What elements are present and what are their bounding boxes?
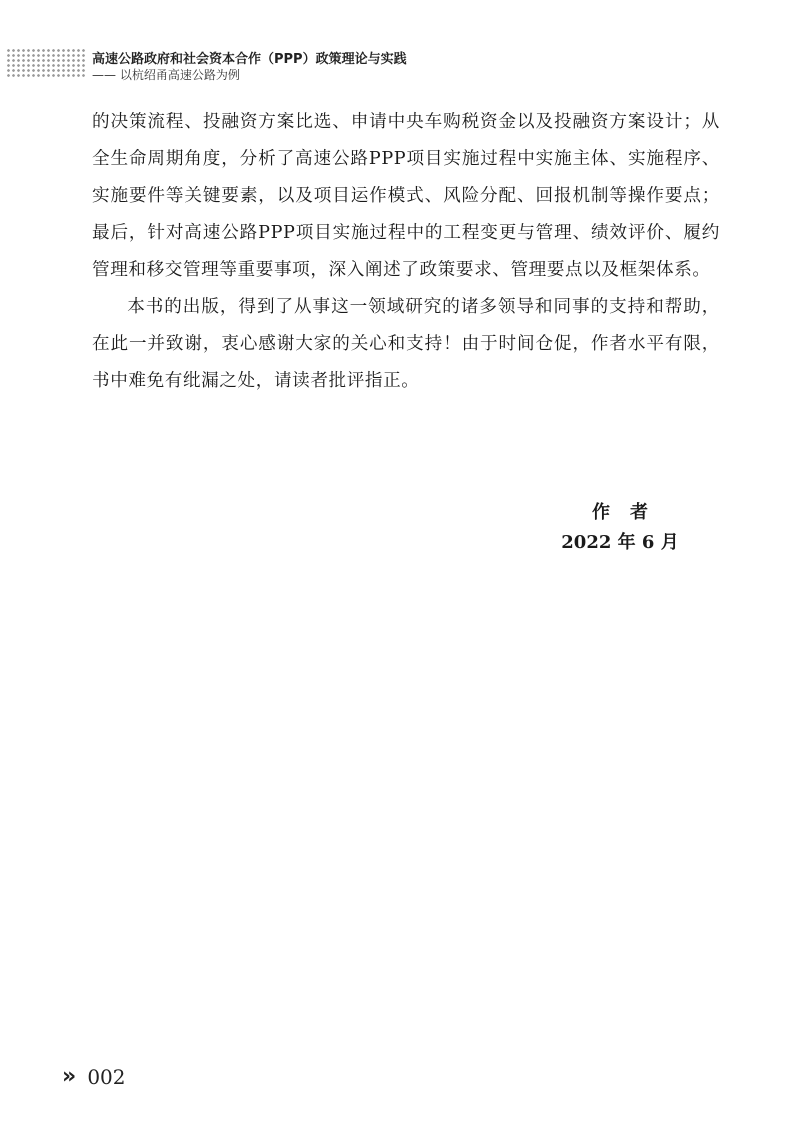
signature-date: 2022 年 6 月 [561, 532, 679, 553]
signature-block [555, 498, 685, 558]
header-dot-pattern [6, 48, 86, 78]
page-footer [62, 1064, 126, 1094]
preface-body [92, 104, 720, 400]
header-book-title: 高速公路政府和社会资本合作（PPP）政策理论与实践 [92, 52, 407, 67]
paragraph-2: 本书的出版，得到了从事这一领域研究的诸多领导和同事的支持和帮助，在此一并致谢，衷心感谢大家的关心和支持！由于时间仓促，作者水平有限，书中难免有纰漏之处，请读者批评指正。 [92, 297, 720, 391]
signature-author: 作者 [592, 502, 668, 523]
page-number: 002 [87, 1064, 126, 1089]
running-header [0, 42, 790, 86]
header-book-subtitle: —— 以杭绍甬高速公路为例 [92, 68, 240, 82]
chevron-right-icon: » [62, 1064, 77, 1089]
paragraph-1: 的决策流程、投融资方案比选、申请中央车购税资金以及投融资方案设计；从全生命周期角度，分析了高速公路PPP项目实施过程中实施主体、实施程序、实施要件等关键要素，以及项目运作模式、风险分配、回报机制等操作要点；最后，针对高速公路PPP项目实施过程中的工程变更与管理、绩效评价、履约管理和移交管理等重要事项，深入阐述了政策要求、管理要点以及框架体系。 [92, 112, 720, 280]
